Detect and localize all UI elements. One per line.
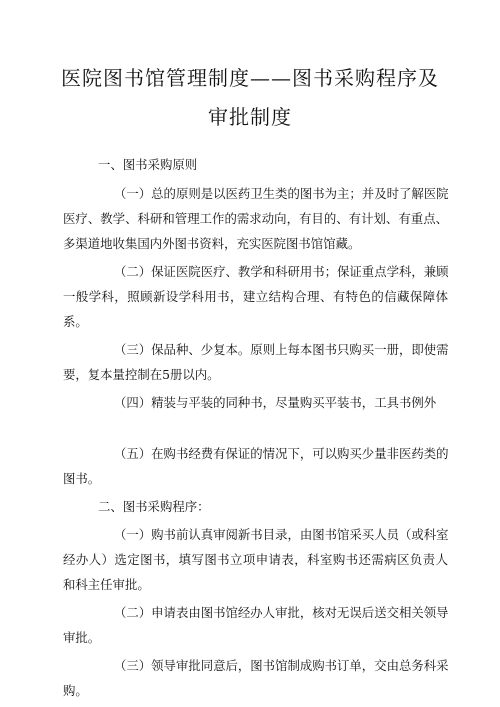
paragraph-line: 图书。 [63,471,101,486]
paragraph-line: （三）领导审批同意后，图书馆制成购书订单，交由总务科采 [114,658,449,673]
paragraph-line: （五）在购书经费有保证的情况下，可以购买少量非医药类的 [114,446,449,461]
paragraph-line: 审批。 [63,630,101,645]
paragraph-line: 购。 [63,683,88,698]
section-heading-procurement-procedure: 二、图书采购程序： [98,499,210,514]
paragraph-line: 一般学科，照顾新设学科用书，建立结构合理、有特色的信藏保障体 [63,289,448,304]
paragraph-line: （二）申请表由图书馆经办人审批，核对无误后送交相关领导 [114,605,449,620]
paragraph-line: （二）保证医院医疗、教学和科研用书；保证重点学科，兼顾 [114,264,449,279]
paragraph-line: 要，复本量控制在5册以内。 [63,367,220,382]
paragraph-line: （一）购书前认真审阅新书目录，由图书馆采买人员（或科室 [114,527,449,542]
paragraph-line: 经办人）选定图书，填写图书立项申请表，科室购书还需病区负责人 [63,552,448,567]
document-title-line-1: 医院图书馆管理制度——图书采购程序及 [61,66,439,90]
paragraph-line: 系。 [63,314,88,329]
document-title-line-2: 审批制度 [208,105,292,129]
paragraph-line: （四）精装与平装的同种书，尽量购买平装书，工具书例外 [114,395,437,410]
paragraph-line: （三）保品种、少复本。原则上每本图书只购买一册，即使需 [114,342,449,357]
paragraph-line: 和科主任审批。 [63,577,150,592]
paragraph-line: （一）总的原则是以医药卫生类的图书为主；并及时了解医院 [114,186,449,201]
paragraph-line: 多渠道地收集国内外图书资料，充实医院图书馆馆藏。 [63,236,361,251]
paragraph-line: 医疗、教学、科研和管理工作的需求动向，有目的、有计划、有重点、 [63,211,448,226]
section-heading-procurement-principles: 一、图书采购原则 [98,157,198,172]
